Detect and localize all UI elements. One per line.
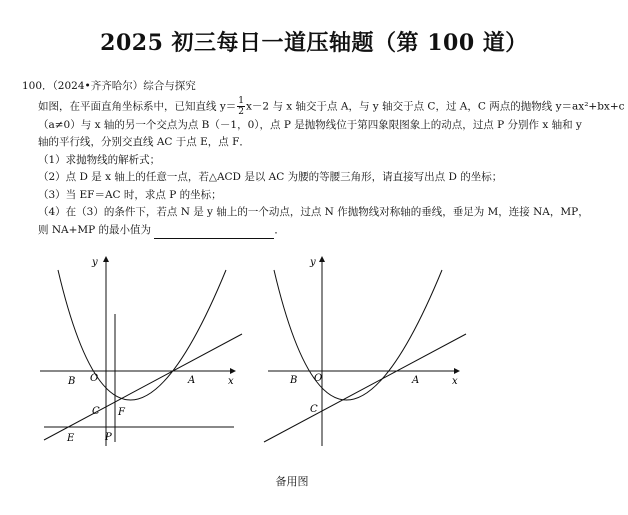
problem-intro-line-3: 轴的平行线，分别交直线 AC 于点 E，点 F． <box>38 136 250 148</box>
fig2-label-o: O <box>314 373 323 384</box>
fig1-label-b: B <box>68 376 76 387</box>
problem-number-tag: 100．（2024•齐齐哈尔）综合与探究 <box>22 80 196 92</box>
question-1: （1）求抛物线的解析式； <box>38 153 161 166</box>
fig1-label-c: C <box>92 406 100 417</box>
fig1-label-f: F <box>118 407 125 418</box>
fig1-label-a: A <box>188 375 196 386</box>
fraction-numerator: 1 <box>238 95 245 106</box>
answer-blank[interactable] <box>154 226 274 239</box>
fig2-label-a: A <box>412 375 420 386</box>
fig1-label-o: O <box>90 373 99 384</box>
problem-intro-line-1 <box>26 95 625 117</box>
fraction-denominator: 2 <box>238 106 245 117</box>
question-4: （4）在（3）的条件下，若点 N 是 y 轴上的一个动点，过点 N 作抛物线对称轴的垂线，垂足为 M，连接 NA，MP， <box>38 206 589 218</box>
fig2-label-y: y <box>310 257 316 268</box>
page-title: 2025 初三每日一道压轴题（第 100 道） <box>100 30 528 56</box>
x-axis-arrow <box>230 368 236 374</box>
fig1-label-y: y <box>92 257 98 268</box>
question-4-answer-prompt: 则 NA+MP 的最小值为 <box>38 223 152 236</box>
x-axis-arrow <box>454 368 460 374</box>
question-4-line-2 <box>26 222 611 240</box>
question-4-end: ． <box>274 223 285 236</box>
question-2: （2）点 D 是 x 轴上的任意一点，若△ACD 是以 AC 为腰的等腰三角形，请直接写出点 D 的坐标； <box>38 171 503 183</box>
figure-1 <box>30 250 250 450</box>
line-ac <box>264 334 466 442</box>
fig1-label-x: x <box>228 376 234 387</box>
question-3: （3）当 EF＝AC 时，求点 P 的坐标； <box>38 188 222 201</box>
intro-text-a: 如图，在平面直角坐标系中，已知直线 y＝ <box>38 100 237 112</box>
problem-intro-line-2: （a≠0）与 x 轴的另一个交点为点 B（－1，0），点 P 是抛物线位于第四象限图象上的动点，过点 P 分别作 x 轴和 y <box>38 118 582 131</box>
fig1-label-e: E <box>67 433 75 444</box>
problem-text <box>22 78 625 239</box>
fig1-label-p: P <box>105 432 112 443</box>
intro-text-b: x－2 与 x 轴交于点 A，与 y 轴交于点 C，过 A，C 两点的抛物线 y＝ax²+bx+c <box>246 100 625 112</box>
fig2-label-b: B <box>290 375 298 386</box>
figure-2-caption: 备用图 <box>275 475 309 488</box>
y-axis-arrow <box>103 256 109 262</box>
figure-2 <box>258 250 478 450</box>
line-ac <box>44 334 242 440</box>
fraction-one-half <box>237 96 245 117</box>
fig2-label-x: x <box>452 376 458 387</box>
fig2-label-c: C <box>310 404 318 415</box>
parabola <box>58 270 226 400</box>
y-axis-arrow <box>319 256 325 262</box>
